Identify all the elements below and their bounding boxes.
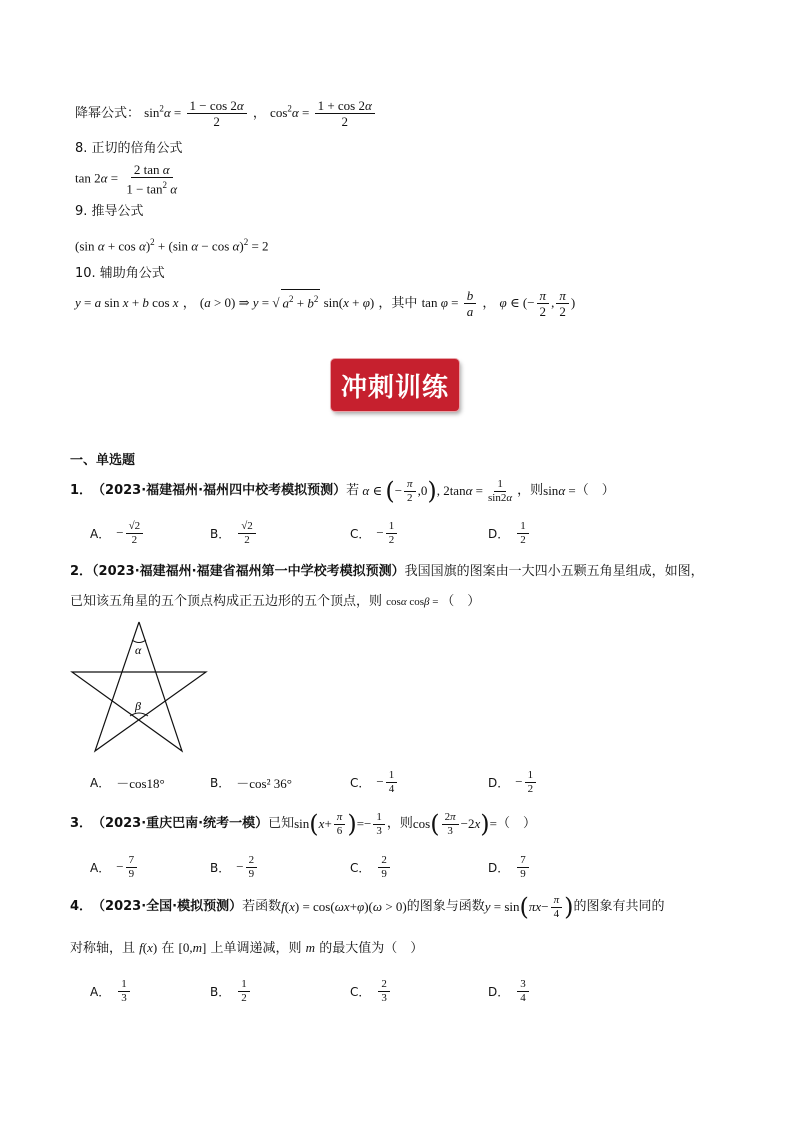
auxiliary-mid-text: ，其中 [378,296,418,311]
question-4-number: 4． [70,899,93,914]
question-3-option-b[interactable]: B． − $\frac{2}{9}$ [210,851,259,883]
derived-formula: (sin α + cos α)$^2$ + (sin α − cos α)$^2$ = 2 [75,237,269,254]
five-pointed-star-figure [68,618,218,758]
alpha-label: α [135,643,142,657]
question-4-option-b[interactable]: B． $\frac{1}{2}$ [210,975,252,1007]
question-3-source: （2023·重庆巴南·统考一模） [92,816,269,831]
power-reduction-label: 降幂公式： [75,106,141,121]
question-2-source: （2023·福建福州·福建省福州第一中学校考模拟预测） [92,564,405,579]
power-reduction-formula: 降幂公式： $\sin^2\alpha$ = $\frac{1 - \cos 2\alpha}{2}$ ， $\cos^2\alpha$ = $\frac{1 + \cos 2\alpha}{2}$ [75,98,377,129]
question-4-line2-b: 在 [161,941,175,956]
question-3-option-a[interactable]: A． − $\frac{7}{9}$ [90,851,139,883]
question-2-suffix: （ ） [441,594,481,609]
question-1-option-d[interactable]: D． $\frac{1}{2}$ [488,517,531,549]
auxiliary-separator: ， [482,296,496,311]
banner-text: 冲刺训练 [340,372,449,403]
question-3-suffix: （ ） [496,816,536,831]
question-2-option-b[interactable]: B． －cos² 36° [210,775,292,791]
question-2-option-d[interactable]: D． − $\frac{1}{2}$ [488,766,538,798]
question-4-line2-d: 的最大值为（ ） [319,941,424,956]
question-3-stem: 3． （2023·重庆巴南·统考一模） 已知 sin ( x + $\frac{\pi}{6}$ ) =− $\frac{1}{3}$ ，则 cos ( $\frac{2\pi}{3}$ −2x ) = （ ） [70,810,536,838]
question-1-options [90,517,570,549]
star-outline [72,622,206,751]
question-2-stem-line2: 已知该五角星的五个顶点构成正五边形的五个顶点，则 cosα cosβ = （ ） [70,594,481,609]
question-4-mid1: 的图象与函数 [406,899,485,914]
auxiliary-formula: y = a sin x + b cos x ， (a > 0) ⇒ y = √ $a^2 + b^2$ sin(x + φ) ，其中 tan φ = $\frac{b}{a}$ ， φ ∈ (− $\frac{\pi}{2}$ , $\frac{\pi}{2}$ ) [75,288,576,319]
question-4-source: （2023·全国·模拟预测） [92,899,243,914]
question-2-option-a[interactable]: A． －cos18° [90,775,165,791]
question-2-number: 2． [70,564,93,579]
question-3-option-c[interactable]: C． $\frac{2}{9}$ [350,851,392,883]
question-4-stem-line2: 对称轴，且 f(x) 在 [0,m] 上单调递减，则 m 的最大值为（ ） [70,940,424,956]
tangent-double-title: 8. 正切的倍角公式 [75,141,183,156]
question-3-number: 3． [70,816,93,831]
question-4-option-d[interactable]: D． $\frac{3}{4}$ [488,975,531,1007]
tangent-double-formula: tan 2α = $\frac{\text{2 tan α}}{1 - \tan^2 \alpha}$ [75,162,178,197]
question-1-option-c[interactable]: C． − $\frac{1}{2}$ [350,517,399,549]
question-4-stem-line1: 4． （2023·全国·模拟预测） 若函数 f(x) = cos(ωx+φ)(ω > 0) 的图象与函数 y = sin ( πx− $\frac{\pi}{4}$ ) 的图象有共同的 [70,893,665,921]
derived-title: 9. 推导公式 [75,204,144,219]
beta-label: β [135,699,141,713]
question-4-line2-a: 对称轴，且 [70,941,136,956]
question-4-mid2: 的图象有共同的 [573,899,665,914]
question-4-options [90,975,570,1007]
question-1-suffix: （ ） [575,483,615,498]
question-2-line1: 我国国旗的图案由一大四小五颗五角星组成，如图， [404,564,704,579]
question-1-prefix: 若 [346,483,360,498]
sprint-training-banner [331,359,459,411]
question-2-line2: 已知该五角星的五个顶点构成正五边形的五个顶点，则 [70,594,383,609]
question-4-line2-c: 上单调递减，则 [210,941,302,956]
question-3-option-d[interactable]: D． $\frac{7}{9}$ [488,851,531,883]
question-1-mid: ，则 [517,483,544,498]
question-2-stem-line1 [70,562,704,582]
question-2-options [90,766,570,798]
question-4-option-c[interactable]: C． $\frac{2}{3}$ [350,975,392,1007]
formula-separator: ， [252,106,266,121]
question-3-prefix: 已知 [268,816,295,831]
question-3-options [90,851,570,883]
question-3-mid: ，则 [386,816,413,831]
question-1-source: （2023·福建福州·福州四中校考模拟预测） [92,483,347,498]
question-4-prefix: 若函数 [242,899,282,914]
question-4-option-a[interactable]: A． $\frac{1}{3}$ [90,975,132,1007]
question-1-option-b[interactable]: B． $\frac{√2}{2}$ [210,517,258,549]
section-title: 一、单选题 [70,453,136,468]
auxiliary-title: 10. 辅助角公式 [75,266,165,281]
question-2-option-c[interactable]: C． − $\frac{1}{4}$ [350,766,399,798]
question-1-option-a[interactable]: A． − $\frac{√2}{2}$ [90,517,145,549]
question-1-stem: 1． （2023·福建福州·福州四中校考模拟预测） 若 α ∈ ( − $\frac{\pi}{2}$ ,0 ) , 2tanα = $\frac{1}{\sin 2\alpha}$ ，则 sinα = （ ） [70,477,615,505]
question-1-number: 1． [70,483,93,498]
